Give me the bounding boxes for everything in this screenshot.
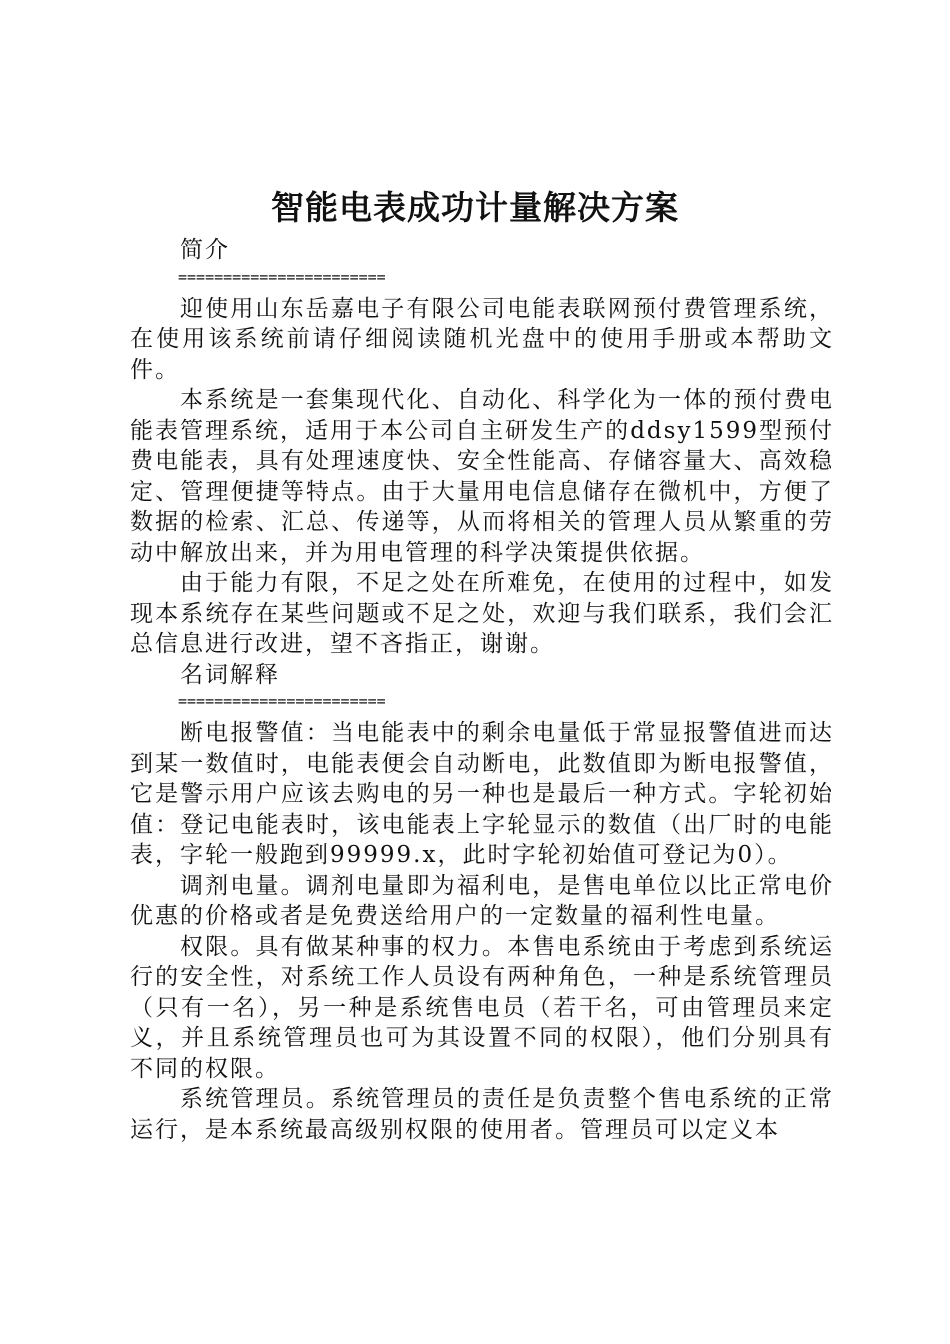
section-glossary <box>130 660 834 1146</box>
paragraph: 调剂电量。调剂电量即为福利电，是售电单位以比正常电价优惠的价格或者是免费送给用户的一定数量的福利性电量。 <box>130 872 834 929</box>
section-separator: ======================= <box>178 692 386 710</box>
section-heading: 名词解释 <box>180 661 280 688</box>
document-body <box>130 235 834 1145</box>
paragraph: 系统管理员。系统管理员的责任是负责整个售电系统的正常运行，是本系统最高级别权限的使用者。管理员可以定义本 <box>130 1086 834 1143</box>
section-separator: ======================= <box>178 267 386 286</box>
section-heading: 简介 <box>180 237 230 263</box>
paragraph: 断电报警值：当电能表中的剩余电量低于常显报警值进而达到某一数值时，电能表便会自动断电，此数值即为断电报警值，它是警示用户应该去购电的另一种也是最后一种方式。字轮初始值：登记电能表时，该电能表上字轮显示的数值（出厂时的电能表，字轮一般跑到99999.x，此时字轮初始值可登记为0）。 <box>130 720 834 868</box>
paragraph: 迎使用山东岳嘉电子有限公司电能表联网预付费管理系统，在使用该系统前请仔细阅读随机光盘中的使用手册或本帮助文件。 <box>130 295 834 383</box>
section-intro <box>130 235 834 660</box>
document-title: 智能电表成功计量解决方案 <box>271 188 679 227</box>
paragraph: 由于能力有限，不足之处在所难免，在使用的过程中，如发现本系统存在某些问题或不足之处，欢迎与我们联系，我们会汇总信息进行改进，望不吝指正，谢谢。 <box>130 570 834 657</box>
paragraph: 权限。具有做某种事的权力。本售电系统由于考虑到系统运行的安全性，对系统工作人员设有两种角色，一种是系统管理员（只有一名），另一种是系统售电员（若干名，可由管理员来定义，并且系统管理员也可为其设置不同的权限），他们分别具有不同的权限。 <box>130 933 834 1082</box>
paragraph: 本系统是一套集现代化、自动化、科学化为一体的预付费电能表管理系统，适用于本公司自主研发生产的ddsy1599型预付费电能表，具有处理速度快、安全性能高、存储容量大、高效稳定、管理便捷等特点。由于大量用电信息储存在微机中，方便了数据的检索、汇总、传递等，从而将相关的管理人员从繁重的劳动中解放出来，并为用电管理的科学决策提供依据。 <box>130 387 834 566</box>
